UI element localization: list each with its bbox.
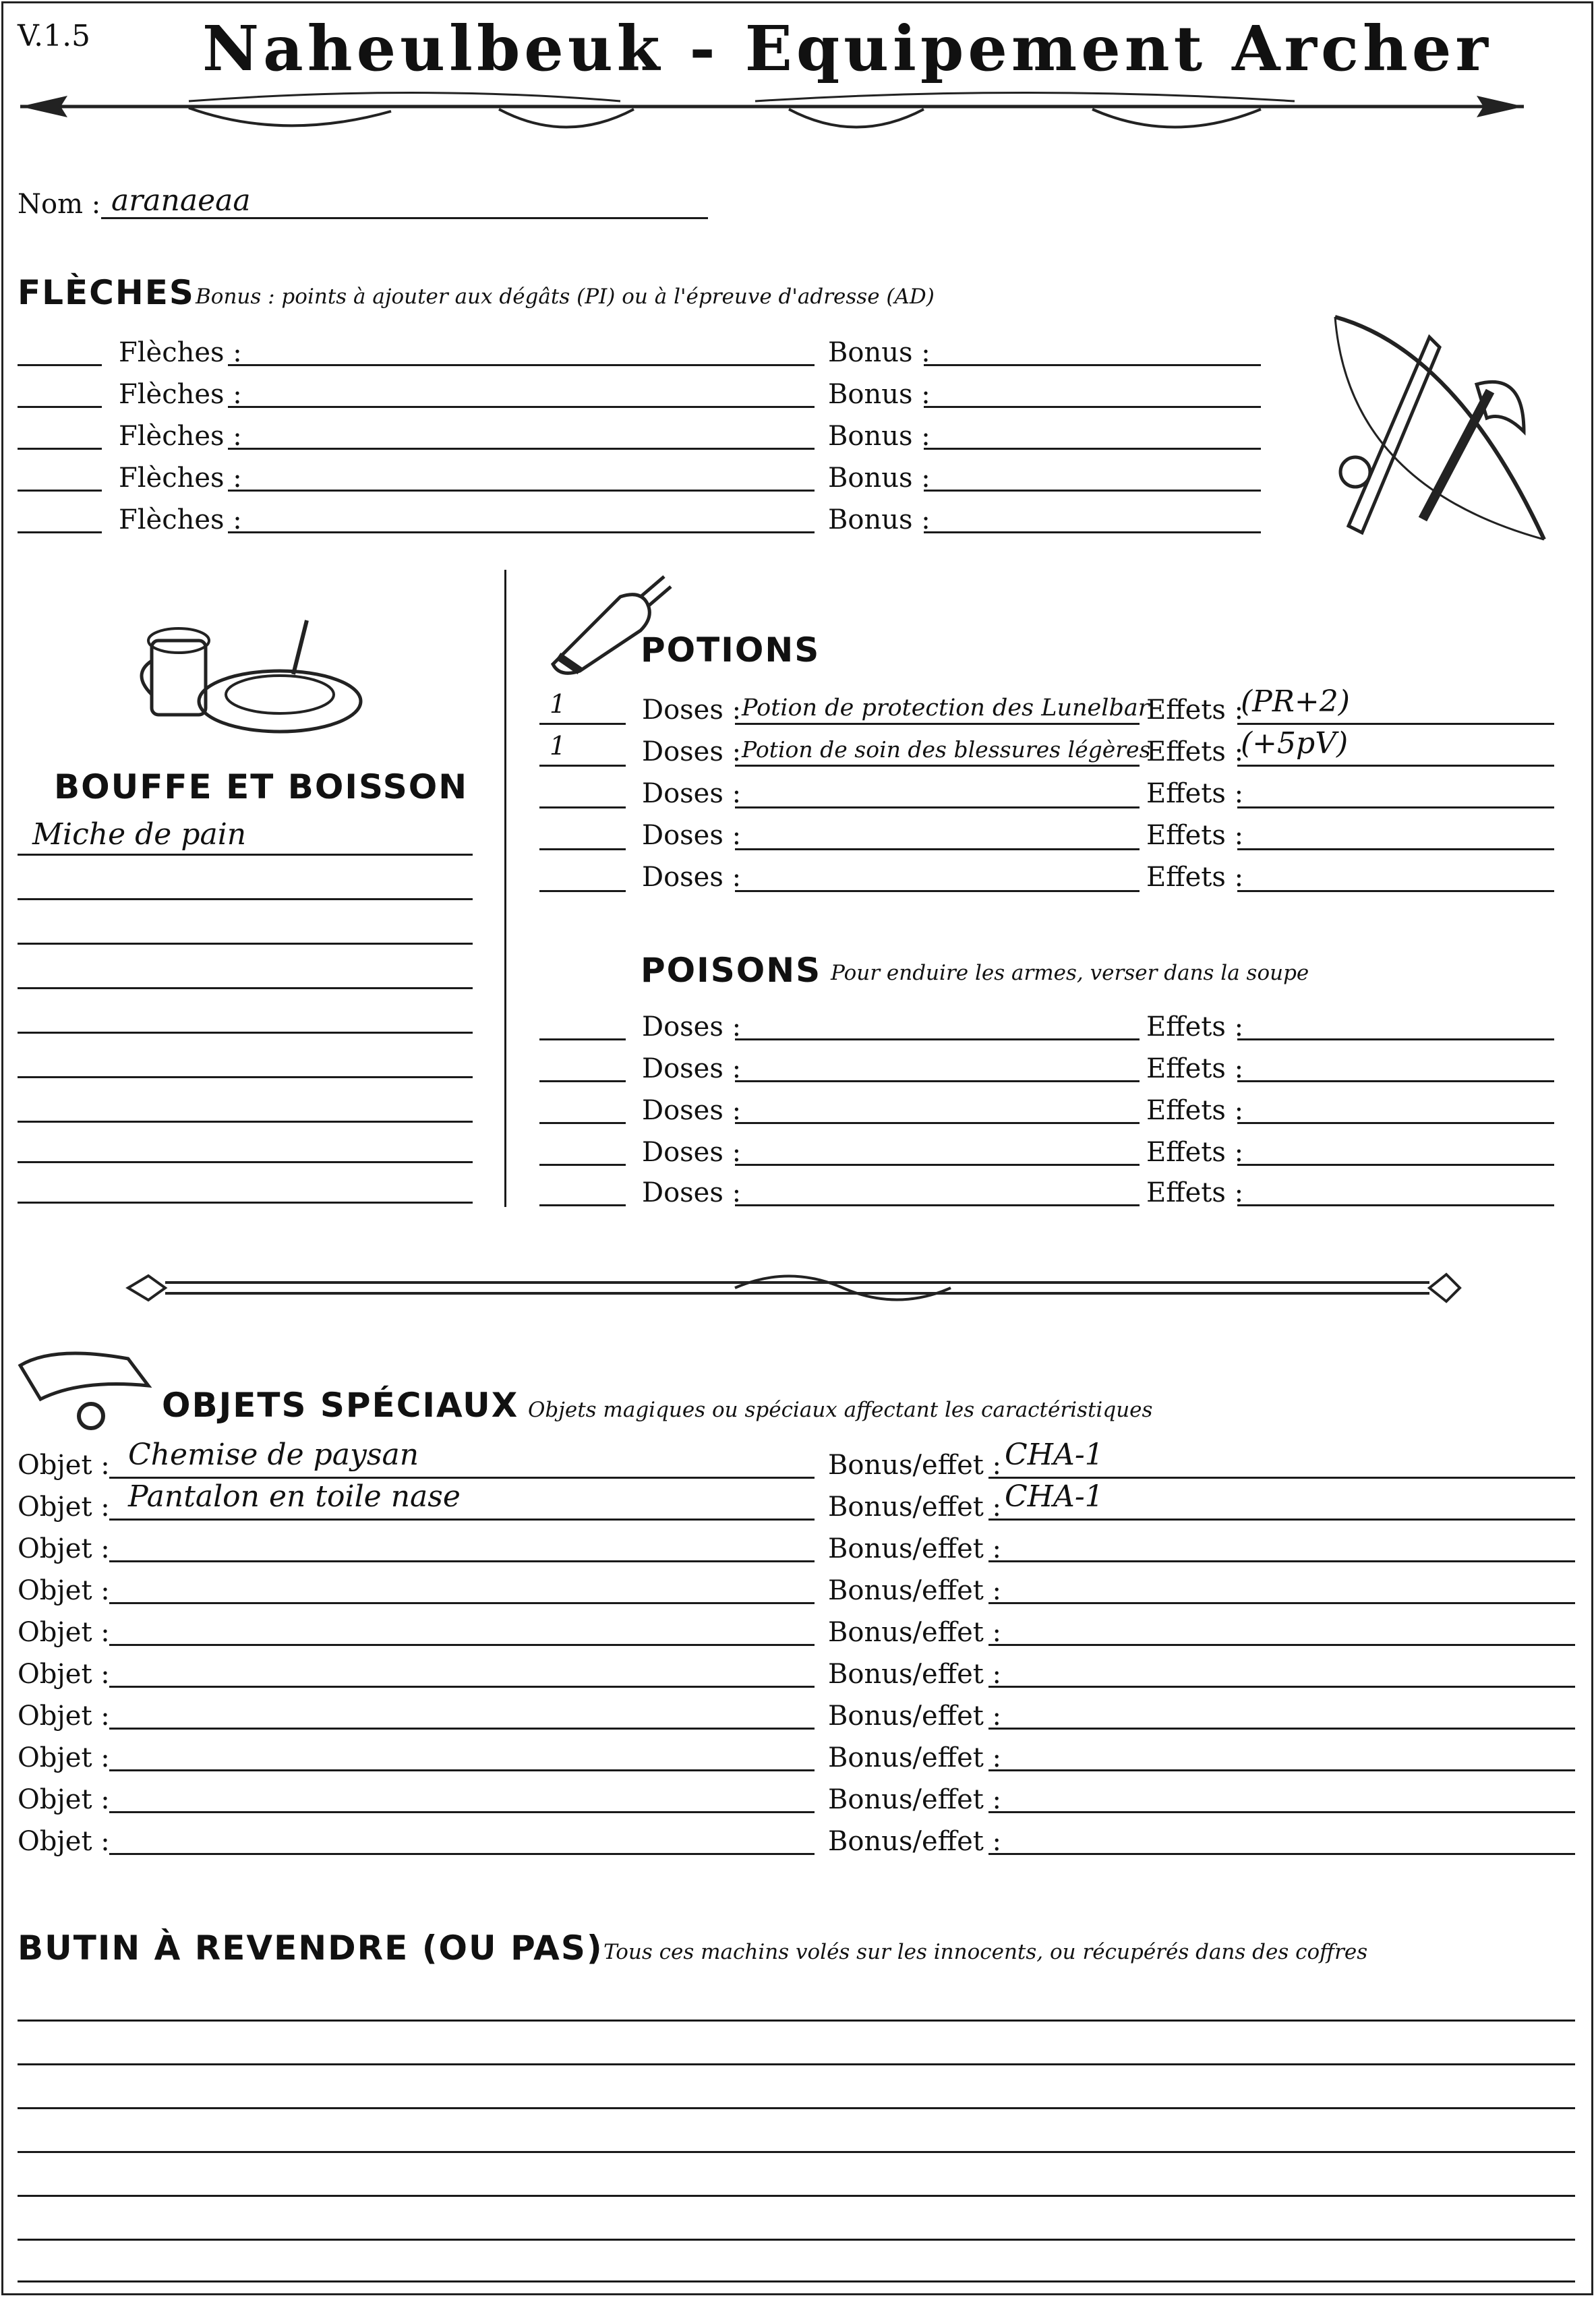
fleches-bonus-label: Bonus : <box>828 463 930 494</box>
objet-bonus-field[interactable] <box>988 1602 1575 1604</box>
fleches-qty-field[interactable] <box>18 406 102 408</box>
potion-effets-label: Effets : <box>1146 695 1244 726</box>
objet-field[interactable] <box>109 1560 815 1562</box>
objet-field[interactable] <box>109 1602 815 1604</box>
fleches-bonus-field[interactable] <box>924 531 1261 533</box>
poison-name-field[interactable] <box>735 1038 1140 1040</box>
page-title: Naheulbeuk - Equipement Archer <box>202 12 1492 85</box>
fleches-bonus-field[interactable] <box>924 364 1261 366</box>
potion-qty-field[interactable] <box>539 723 626 725</box>
potion-doses-label: Doses : <box>642 820 742 851</box>
fleches-bonus-field[interactable] <box>924 406 1261 408</box>
poisons-subtitle: Pour enduire les armes, verser dans la soupe <box>831 961 1309 985</box>
poison-qty-field[interactable] <box>539 1038 626 1040</box>
objet-bonus-label: Bonus/effet : <box>828 1701 1002 1732</box>
poison-name-field[interactable] <box>735 1204 1140 1206</box>
objet-field[interactable] <box>109 1686 815 1688</box>
poison-doses-label: Doses : <box>642 1011 742 1042</box>
objet-bonus-label: Bonus/effet : <box>828 1575 1002 1606</box>
objet-bonus-field[interactable] <box>988 1853 1575 1855</box>
poison-qty-field[interactable] <box>539 1164 626 1166</box>
butin-line[interactable] <box>18 2239 1575 2241</box>
poison-effets-label: Effets : <box>1146 1095 1244 1126</box>
food-line[interactable] <box>18 1121 473 1123</box>
butin-heading: BUTIN À REVENDRE (OU PAS) <box>18 1928 603 1968</box>
poison-effect-field[interactable] <box>1237 1204 1554 1206</box>
fleches-qty-field[interactable] <box>18 531 102 533</box>
fleches-name-field[interactable] <box>228 490 815 492</box>
objet-bonus-field[interactable] <box>988 1728 1575 1730</box>
potion-effect-field[interactable] <box>1237 848 1554 850</box>
objet-field[interactable] <box>109 1769 815 1771</box>
potion-qty-field[interactable] <box>539 806 626 808</box>
potion-effect-field[interactable] <box>1237 723 1554 725</box>
butin-line[interactable] <box>18 2280 1575 2282</box>
potion-qty[interactable]: 1 <box>550 731 566 761</box>
fleches-bonus-label: Bonus : <box>828 337 930 368</box>
fleches-qty-field[interactable] <box>18 448 102 450</box>
food-line[interactable] <box>18 1202 473 1204</box>
potion-doses-label: Doses : <box>642 695 742 726</box>
objet-field[interactable] <box>109 1853 815 1855</box>
potion-name[interactable]: Potion de soin des blessures légères <box>742 736 1151 763</box>
poisons-heading: POISONS <box>641 951 822 990</box>
potion-qty-field[interactable] <box>539 890 626 892</box>
poison-doses-label: Doses : <box>642 1095 742 1126</box>
potion-effect[interactable]: (PR+2) <box>1241 684 1350 719</box>
butin-subtitle: Tous ces machins volés sur les innocents, ou récupérés dans des coffres <box>603 1940 1368 1964</box>
food-line[interactable] <box>18 987 473 989</box>
objet-label: Objet : <box>18 1617 110 1648</box>
fleches-bonus-label: Bonus : <box>828 379 930 410</box>
objets-heading: OBJETS SPÉCIAUX <box>162 1386 519 1425</box>
potion-qty[interactable]: 1 <box>550 689 566 719</box>
fleches-subtitle: Bonus : points à ajouter aux dégâts (PI) ou à l'épreuve d'adresse (AD) <box>196 285 935 309</box>
poison-doses-label: Doses : <box>642 1177 742 1208</box>
name-value[interactable]: aranaeaa <box>111 183 251 218</box>
objet-field[interactable] <box>109 1644 815 1646</box>
objet-bonus-label: Bonus/effet : <box>828 1533 1002 1564</box>
poison-doses-label: Doses : <box>642 1137 742 1168</box>
butin-line[interactable] <box>18 2107 1575 2109</box>
objet-label: Objet : <box>18 1575 110 1606</box>
poison-qty-field[interactable] <box>539 1204 626 1206</box>
potion-name-field[interactable] <box>735 890 1140 892</box>
fleches-bonus-label: Bonus : <box>828 421 930 452</box>
objet-field[interactable] <box>109 1477 815 1479</box>
fleches-name-field[interactable] <box>228 531 815 533</box>
objet-label: Objet : <box>18 1659 110 1690</box>
name-field-line <box>101 217 708 219</box>
objet-bonus-field[interactable] <box>988 1811 1575 1813</box>
fleches-qty-field[interactable] <box>18 364 102 366</box>
objet-label: Objet : <box>18 1826 110 1857</box>
name-label: Nom : <box>18 189 101 220</box>
objet-field[interactable] <box>109 1728 815 1730</box>
scroll-ring-icon <box>13 1338 162 1433</box>
fleches-heading: FLÈCHES <box>18 273 195 312</box>
fleches-label: Flèches : <box>119 421 242 452</box>
fleches-name-field[interactable] <box>228 448 815 450</box>
objet-bonus-label: Bonus/effet : <box>828 1492 1002 1523</box>
poison-name-field[interactable] <box>735 1122 1140 1124</box>
version-label: V.1.5 <box>18 19 91 53</box>
fleches-label: Flèches : <box>119 337 242 368</box>
objet-value[interactable]: Pantalon en toile nase <box>128 1479 461 1514</box>
potion-effets-label: Effets : <box>1146 736 1244 767</box>
objet-bonus-field[interactable] <box>988 1519 1575 1521</box>
objet-label: Objet : <box>18 1742 110 1773</box>
objet-bonus-label: Bonus/effet : <box>828 1826 1002 1857</box>
fleches-label: Flèches : <box>119 463 242 494</box>
food-heading: BOUFFE ET BOISSON <box>54 767 469 806</box>
food-line[interactable] <box>18 1161 473 1163</box>
poison-effets-label: Effets : <box>1146 1177 1244 1208</box>
poison-effets-label: Effets : <box>1146 1053 1244 1084</box>
objet-label: Objet : <box>18 1492 110 1523</box>
fleches-qty-field[interactable] <box>18 490 102 492</box>
poison-effect-field[interactable] <box>1237 1164 1554 1166</box>
potion-effect-field[interactable] <box>1237 765 1554 767</box>
objet-label: Objet : <box>18 1450 110 1481</box>
poison-effect-field[interactable] <box>1237 1122 1554 1124</box>
poison-effets-label: Effets : <box>1146 1011 1244 1042</box>
objet-bonus-label: Bonus/effet : <box>828 1617 1002 1648</box>
poison-doses-label: Doses : <box>642 1053 742 1084</box>
potion-effets-label: Effets : <box>1146 820 1244 851</box>
potion-doses-label: Doses : <box>642 778 742 809</box>
food-line[interactable] <box>18 898 473 900</box>
potion-effect-field[interactable] <box>1237 806 1554 808</box>
objet-bonus-field[interactable] <box>988 1477 1575 1479</box>
poison-name-field[interactable] <box>735 1164 1140 1166</box>
potion-effets-label: Effets : <box>1146 778 1244 809</box>
potion-qty-field[interactable] <box>539 848 626 850</box>
butin-line[interactable] <box>18 2195 1575 2197</box>
butin-line[interactable] <box>18 2063 1575 2065</box>
potion-doses-label: Doses : <box>642 862 742 893</box>
fleches-bonus-field[interactable] <box>924 448 1261 450</box>
fleches-name-field[interactable] <box>228 406 815 408</box>
food-line[interactable] <box>18 1076 473 1078</box>
bow-divider-icon <box>13 81 1531 148</box>
objet-field[interactable] <box>109 1811 815 1813</box>
fleches-name-field[interactable] <box>228 364 815 366</box>
objet-label: Objet : <box>18 1784 110 1815</box>
objet-bonus[interactable]: CHA-1 <box>1005 1438 1104 1472</box>
food-line[interactable] <box>18 943 473 945</box>
potion-effets-label: Effets : <box>1146 862 1244 893</box>
poison-qty-field[interactable] <box>539 1080 626 1082</box>
objet-bonus-label: Bonus/effet : <box>828 1784 1002 1815</box>
potion-effect[interactable]: (+5pV) <box>1241 726 1349 761</box>
poison-effets-label: Effets : <box>1146 1137 1244 1168</box>
potion-name[interactable]: Potion de protection des Lunelbar <box>742 695 1150 721</box>
food-item[interactable]: Miche de pain <box>32 817 247 852</box>
objet-bonus-label: Bonus/effet : <box>828 1450 1002 1481</box>
potion-name-field[interactable] <box>735 765 1140 767</box>
poison-effect-field[interactable] <box>1237 1038 1554 1040</box>
objet-field[interactable] <box>109 1519 815 1521</box>
poison-effect-field[interactable] <box>1237 1080 1554 1082</box>
food-mug-plate-icon <box>138 607 367 742</box>
fleches-label: Flèches : <box>119 379 242 410</box>
butin-line[interactable] <box>18 2151 1575 2153</box>
objet-label: Objet : <box>18 1533 110 1564</box>
food-line[interactable] <box>18 854 473 856</box>
objet-bonus-field[interactable] <box>988 1686 1575 1688</box>
fleches-bonus-label: Bonus : <box>828 504 930 535</box>
potion-name-field[interactable] <box>735 723 1140 725</box>
butin-line[interactable] <box>18 2020 1575 2022</box>
poison-qty-field[interactable] <box>539 1122 626 1124</box>
objet-bonus-field[interactable] <box>988 1644 1575 1646</box>
potion-name-field[interactable] <box>735 848 1140 850</box>
food-line[interactable] <box>18 1032 473 1034</box>
potion-doses-label: Doses : <box>642 736 742 767</box>
objet-bonus-label: Bonus/effet : <box>828 1659 1002 1690</box>
potion-effect-field[interactable] <box>1237 890 1554 892</box>
fleches-label: Flèches : <box>119 504 242 535</box>
objet-label: Objet : <box>18 1701 110 1732</box>
objet-bonus-field[interactable] <box>988 1769 1575 1771</box>
bow-sword-axe-icon <box>1322 310 1564 553</box>
objet-bonus-label: Bonus/effet : <box>828 1742 1002 1773</box>
staff-divider-icon <box>128 1261 1463 1315</box>
poison-name-field[interactable] <box>735 1080 1140 1082</box>
objets-subtitle: Objets magiques ou spéciaux affectant les caractéristiques <box>528 1398 1153 1422</box>
objet-value[interactable]: Chemise de paysan <box>128 1438 419 1472</box>
potions-heading: POTIONS <box>641 630 821 670</box>
potion-qty-field[interactable] <box>539 765 626 767</box>
objet-bonus-field[interactable] <box>988 1560 1575 1562</box>
column-divider <box>504 570 506 1207</box>
fleches-bonus-field[interactable] <box>924 490 1261 492</box>
objet-bonus[interactable]: CHA-1 <box>1005 1479 1104 1514</box>
potion-name-field[interactable] <box>735 806 1140 808</box>
